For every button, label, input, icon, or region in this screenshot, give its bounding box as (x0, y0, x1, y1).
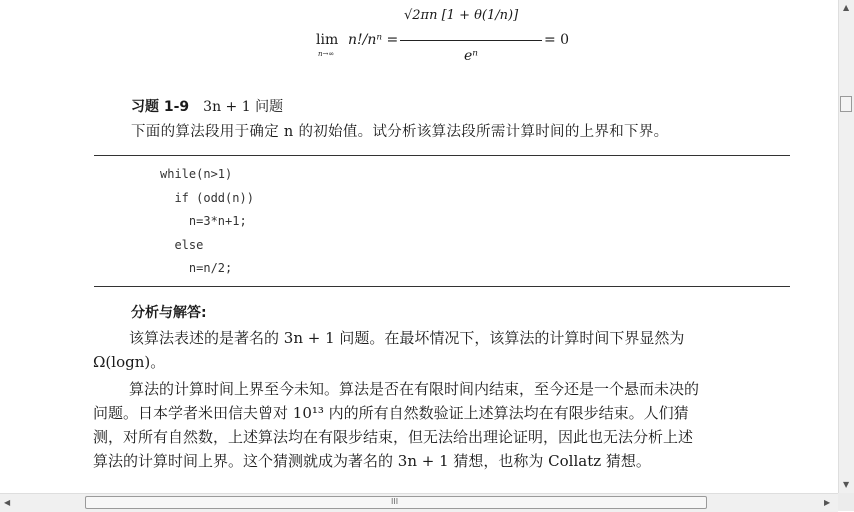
answer-p1-line1: 该算法表述的是著名的 3n + 1 问题。在最坏情况下，该算法的计算时间下界显然为 (129, 329, 685, 347)
answer-p2-line2: 问题。日本学者米田信夫曾对 10¹³ 内的所有自然数验证上述算法均在有限步结束。人们猜 (93, 404, 689, 422)
code-line: if (odd(n)) (160, 190, 254, 205)
answer-title: 分析与解答: (131, 305, 207, 321)
scrollbar-corner (838, 493, 854, 511)
formula-lim-subscript: n→∞ (318, 50, 335, 58)
formula-numerator: √2πn [1 + θ(1/n)] (404, 8, 519, 23)
code-line: while(n>1) (160, 167, 233, 181)
limit-formula (316, 4, 616, 74)
exercise-title: 习题 1-9 (131, 99, 190, 115)
exercise-heading (131, 96, 283, 116)
code-top-rule (94, 155, 790, 156)
formula-rhs: = 0 (544, 32, 570, 48)
vertical-scrollbar[interactable] (838, 0, 854, 493)
answer-p1-line2: Ω(logn)。 (93, 353, 166, 371)
exercise-description: 下面的算法段用于确定 n 的初始值。试分析该算法段所需计算时间的上界和下界。 (131, 124, 669, 140)
answer-p2-line3: 测，对所有自然数，上述算法均在有限步结束，但无法给出理论证明，因此也无法分析上述 (93, 428, 694, 446)
code-line: n=n/2; (160, 261, 233, 275)
code-line: n=3*n+1; (160, 214, 247, 228)
scroll-left-arrow-icon[interactable]: ◀ (4, 498, 11, 507)
scroll-grip-icon: III (391, 497, 399, 506)
formula-lim: lim (316, 32, 339, 48)
answer-p2-line1: 算法的计算时间上界至今未知。算法是否在有限时间内结束，至今还是一个悬而未决的 (129, 380, 700, 398)
horizontal-scrollbar[interactable] (0, 493, 838, 512)
formula-fraction-bar (400, 40, 542, 41)
scroll-right-arrow-icon[interactable]: ▶ (824, 498, 831, 507)
formula-lhs: n!/nⁿ = (348, 32, 399, 48)
scroll-up-arrow-icon[interactable]: ▲ (843, 3, 850, 12)
answer-p2-line4: 算法的计算时间上界。这个猜测就成为著名的 3n + 1 猜想，也称为 Collatz 猜想。 (93, 452, 651, 470)
code-line: else (160, 237, 204, 252)
horizontal-scroll-thumb[interactable] (85, 496, 707, 509)
code-bottom-rule (94, 286, 790, 287)
code-block (160, 163, 254, 281)
formula-denominator: eⁿ (464, 48, 478, 64)
scroll-down-arrow-icon[interactable]: ▼ (843, 480, 850, 489)
exercise-subtitle: 3n + 1 问题 (203, 99, 284, 115)
vertical-scroll-thumb[interactable] (840, 96, 852, 112)
